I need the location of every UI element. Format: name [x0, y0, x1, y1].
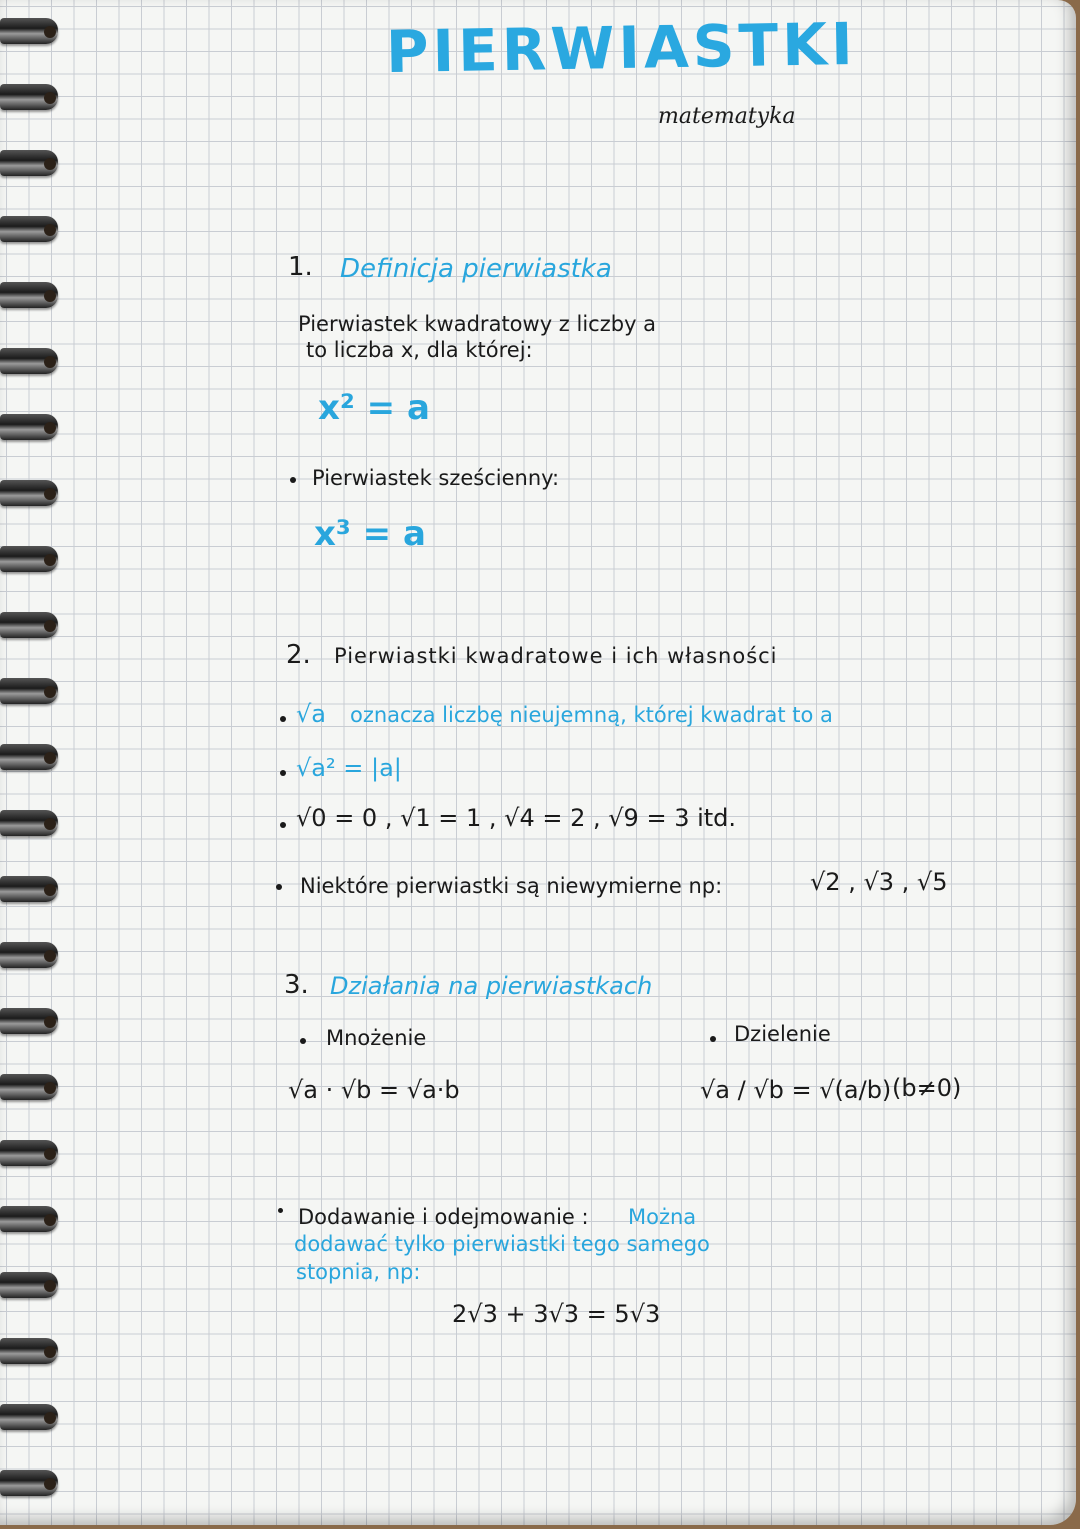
- s1-formula-cube: x³ = a: [314, 514, 426, 554]
- section-2-heading: Pierwiastki kwadratowe i ich własności: [334, 644, 778, 668]
- s3-addition-text-2: dodawać tylko pierwiastki tego samego: [294, 1232, 710, 1256]
- punch-hole: [44, 290, 56, 302]
- s3-addition-label: Dodawanie i odejmowanie :: [298, 1205, 589, 1229]
- punch-hole: [44, 554, 56, 566]
- bullet: [710, 1036, 716, 1042]
- s1-definition-line1: Pierwiastek kwadratowy z liczby a: [298, 312, 657, 336]
- punch-hole: [44, 422, 56, 434]
- punch-hole: [44, 1280, 56, 1292]
- punch-hole: [44, 92, 56, 104]
- punch-hole: [44, 356, 56, 368]
- s3-addition-example: 2√3 + 3√3 = 5√3: [452, 1300, 661, 1328]
- punch-hole: [44, 686, 56, 698]
- s2-sqrt-a: √a: [296, 700, 326, 728]
- punch-hole: [44, 620, 56, 632]
- s2-abs-value-formula: √a² = |a|: [296, 754, 402, 782]
- punch-hole: [44, 884, 56, 896]
- s1-formula-square: x² = a: [318, 388, 430, 428]
- punch-hole: [44, 1412, 56, 1424]
- s2-examples: √0 = 0 , √1 = 1 , √4 = 2 , √9 = 3 itd.: [296, 804, 737, 832]
- page-title: PIERWIASTKI: [385, 9, 858, 87]
- section-3-number: 3.: [284, 970, 309, 1000]
- s3-division-condition: (b≠0): [892, 1074, 962, 1102]
- s3-multiplication-label: Mnożenie: [326, 1026, 427, 1050]
- s2-definition-text: oznacza liczbę nieujemną, której kwadrat to a: [350, 703, 833, 727]
- s1-definition-line2: to liczba x, dla której:: [306, 338, 533, 362]
- punch-hole: [44, 488, 56, 500]
- punch-hole: [44, 752, 56, 764]
- punch-hole: [44, 818, 56, 830]
- s1-cube-label: Pierwiastek sześcienny:: [312, 466, 560, 490]
- punch-hole: [44, 26, 56, 38]
- punch-hole: [44, 1148, 56, 1160]
- bullet: [280, 822, 286, 828]
- s2-irrational-text: Niektóre pierwiastki są niewymierne np:: [300, 874, 723, 898]
- bullet: [280, 716, 286, 722]
- section-1-number: 1.: [288, 252, 313, 282]
- s3-division-label: Dzielenie: [734, 1022, 831, 1046]
- s2-irrational-examples: √2 , √3 , √5: [810, 868, 948, 896]
- section-1-heading: Definicja pierwiastka: [340, 254, 612, 284]
- s3-division-formula: √a / √b = √(a/b): [700, 1076, 892, 1104]
- punch-hole: [44, 1214, 56, 1226]
- s3-multiplication-formula: √a · √b = √a·b: [288, 1076, 460, 1104]
- punch-hole: [44, 1016, 56, 1028]
- punch-hole: [44, 950, 56, 962]
- punch-hole: [44, 1346, 56, 1358]
- punch-hole: [44, 1478, 56, 1490]
- s3-addition-text-3: stopnia, np:: [296, 1260, 421, 1284]
- bullet: [300, 1038, 306, 1044]
- punch-hole: [44, 224, 56, 236]
- punch-hole: [44, 158, 56, 170]
- bullet: [280, 770, 286, 776]
- section-3-heading: Działania na pierwiastkach: [330, 972, 653, 1000]
- bullet: [290, 477, 296, 483]
- bullet: [278, 1208, 283, 1213]
- subject-label: matematyka: [658, 104, 796, 129]
- punch-hole: [44, 1082, 56, 1094]
- section-2-number: 2.: [286, 640, 311, 670]
- s3-addition-text-1: Można: [628, 1205, 697, 1229]
- spiral-binding: [0, 0, 64, 1529]
- bullet: [276, 884, 282, 890]
